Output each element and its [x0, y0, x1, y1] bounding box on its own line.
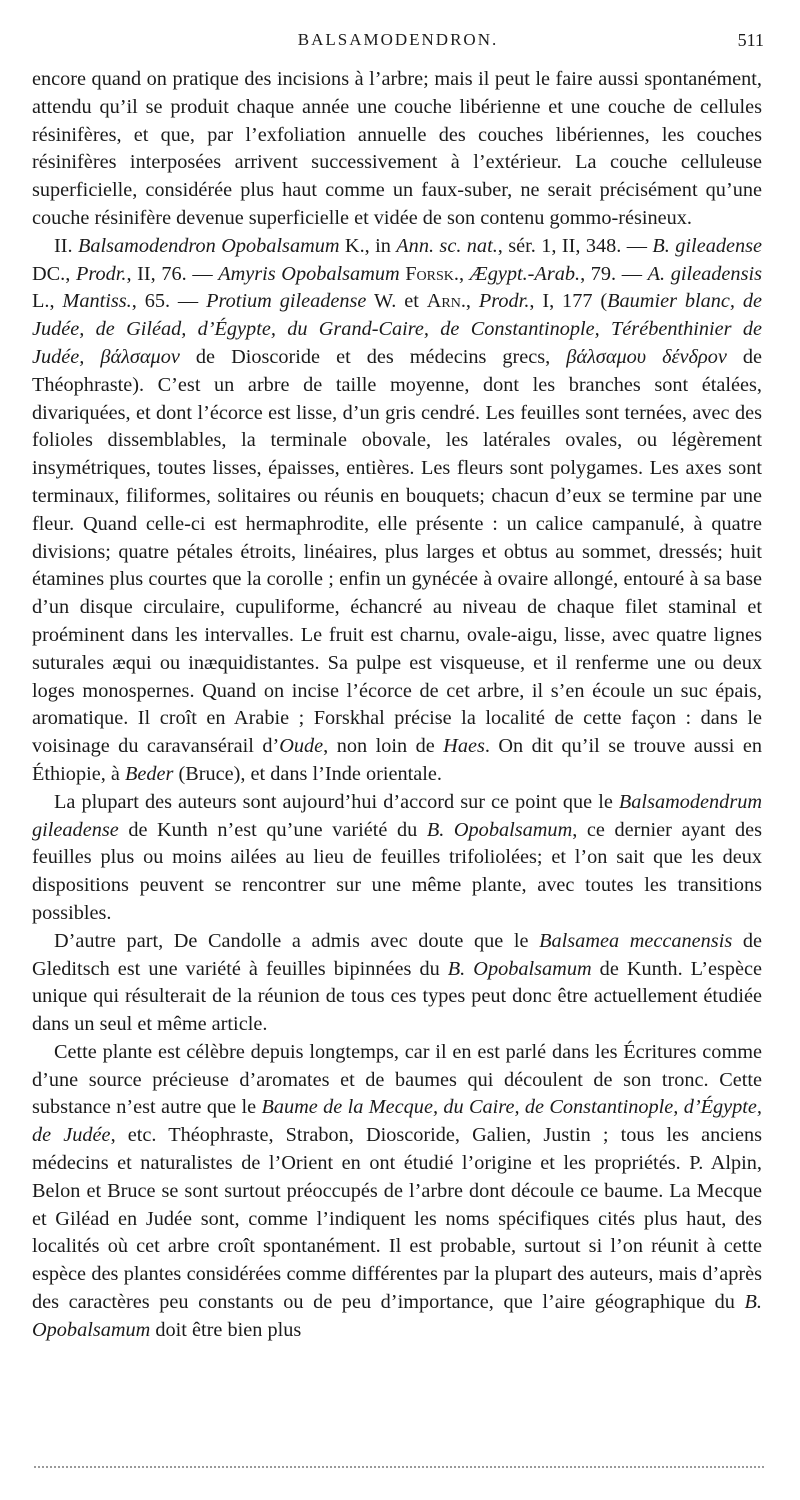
author-abbrev: Arn. [426, 290, 466, 313]
citation-title: Mantiss. [62, 290, 132, 313]
species-name: Balsamodendron Opobalsamum [77, 234, 340, 257]
body-text [32, 66, 762, 1345]
text-run: , II, 76. — [126, 262, 219, 285]
paragraph-de-candolle [32, 928, 762, 1039]
text-run: de Gleditsch est une variété à feuilles bipinnées du [32, 929, 762, 980]
text-run: , I, 177 ( [529, 290, 608, 313]
text-run: , [458, 262, 470, 285]
text-run: , 65. — [131, 290, 207, 313]
page-header [32, 30, 764, 56]
text-run: D’autre part, De Candolle a admis avec doute que le [54, 929, 540, 952]
text-run: de Dioscoride et des médecins grecs, [179, 345, 567, 368]
text-run: . On dit qu’il se trouve aussi en Éthiopie, à [32, 735, 763, 785]
text-run: de Théophraste). C’est un arbre de taille moyenne, dont les branches sont étalées, divariquées, et dont l’écorce est lisse, d’un gris cendré. Les feuilles sont ternées, avec des folioles dissemblables, la terminale obovale, les latérales ovales, ou légèrement insymétriques, toutes lisses, épaisses, entières. Les fleurs sont polygames. Les axes sont terminaux, filiformes, solitaires ou réunis en bouquets; chacun d’eux se termine par une fleur. Quand celle-ci est hermaphrodite, elle présente : un calice campanulé, à quatre divisions; quatre pétales étroits, linéaires, plus larges et obtus au sommet, dressés; huit étamines plus courtes que la corolle ; enfin un gynécée à ovaire allongé, entouré à sa base d’un disque circulaire, cupuliforme, échancré au niveau de chaque filet staminal et proéminent dans les intervalles. Le fruit est charnu, ovale-aigu, lisse, avec quatre lignes suturales æqui ou inæquidistantes. Sa pulpe est visqueuse, et il renferme une ou deux loges monospernes. Quand on incise l’écorce de cet arbre, il s’en écoule un suc épais, aromatique. Il croît en Arabie ; Forskhal précise la localité de cette façon : dans le voisinage du caravansérail d’ [32, 345, 763, 758]
text-run: (Bruce), et dans l’Inde orientale. [173, 762, 442, 785]
text-run: doit être bien plus [150, 1318, 302, 1341]
text-run: W. et [366, 290, 427, 313]
page-number: 511 [737, 30, 764, 50]
species-name: Balsamodendrum gileadense [32, 790, 762, 841]
text-run: , ce dernier ayant des feuilles plus ou moins ailées au lieu de feuilles trifoliolées; et l’on sait que les deux dispositions peuvent se rencontrer sur une même plante, avec toutes les transitions possibles. [32, 818, 763, 924]
text-run: , etc. Théophraste, Strabon, Dioscoride, Galien, Justin ; tous les anciens médecins et naturalistes de l’Orient en ont étudié l’origine et les propriétés. P. Alpin, Belon et Bruce se sont surtout préoccupés de l’arbre dont découle ce baume. La Mecque et Giléad en Judée sont, comme l’indiquent les noms spécifiques cités plus haut, des localités où cet arbre croît spontanément. Il est probable, surtout si l’on réunit à cette espèce des plantes considérées comme différentes par la plupart des auteurs, mais d’après des caractères peu constants ou de peu d’importance, que l’aire géographique du [32, 1124, 762, 1314]
citation-title: Prodr. [75, 262, 127, 285]
balm-names: Baume de la Mecque, du Caire, de Constantinople, d’Égypte, de Judée [32, 1096, 763, 1147]
entry-number: II. [54, 234, 78, 257]
species-name: B. Opobalsamum [32, 1291, 762, 1341]
species-name: B. Opobalsamum [447, 957, 592, 980]
text-run: , non loin de [323, 735, 444, 758]
text-run: , sér. 1, II, 348. — [497, 234, 653, 257]
paragraph-continued: encore quand on pratique des incisions à l’arbre; mais il peut le faire aussi spontanément, attendu qu’il se produit chaque année une couche libérienne et une couche de cellules résinifères, et que, par l’exfoliation annuelle des couches libériennes, les couches résinifères interposées arrivent successivement à l’extérieur. La couche celluleuse superficielle, considérée plus haut comme un faux-suber, ne serait précisément qu’une couche résinifère devenue superficielle et vidée de son contenu gommo-résineux. [32, 68, 762, 229]
species-name: Balsamea meccanensis [539, 929, 733, 952]
text-run: de Kunth n’est qu’une variété du [118, 818, 427, 841]
citation-title: Prodr. [478, 290, 530, 313]
citation-title: Ægypt.-Arab. [469, 262, 581, 285]
text-run: L., [32, 290, 63, 313]
text-run: , [465, 290, 479, 313]
species-name: B. Opobalsamum [426, 818, 573, 841]
paragraph-history [32, 1039, 762, 1345]
text-run: K., in [339, 234, 397, 257]
paragraph-species-entry [32, 233, 762, 789]
synonym-name: Amyris Opobalsamum [218, 262, 400, 285]
author-abbrev: Forsk. [405, 262, 459, 285]
running-title: BALSAMODENDRON. [297, 30, 499, 49]
place-name: Beder [124, 762, 174, 785]
synonym-name: A. gileadensis [647, 262, 762, 285]
text-run: La plupart des auteurs sont aujourd’hui d’accord sur ce point que le [54, 790, 619, 813]
synonym-name: B. gileadense [652, 234, 763, 257]
text-run: DC., [32, 262, 76, 285]
place-name: Oude [279, 735, 324, 758]
citation-title: Ann. sc. nat. [396, 234, 498, 257]
footer-divider [34, 1466, 764, 1468]
text-run: de Kunth. L’espèce unique qui résulterait de la réunion de tous ces types peut donc être actuellement étudiée dans un seul et même article. [32, 957, 763, 1036]
common-names: Baumier blanc, de Judée, de Giléad, d’Égypte, du Grand-Caire, de Constantinople, Térébenthinier de Judée, βάλσαμον [32, 290, 763, 368]
place-name: Haes [443, 735, 485, 758]
paragraph-variety [32, 789, 762, 928]
text-run: , 79. — [580, 262, 648, 285]
synonym-name: Protium gileadense [206, 290, 367, 313]
text-run: Cette plante est célèbre depuis longtemps, car il en est parlé dans les Écritures comme d’une source précieuse d’aromates et de baumes qui découlent de son tronc. Cette substance n’est autre que le [32, 1040, 762, 1119]
greek-name: βάλσαμου δένδρον [566, 345, 727, 368]
